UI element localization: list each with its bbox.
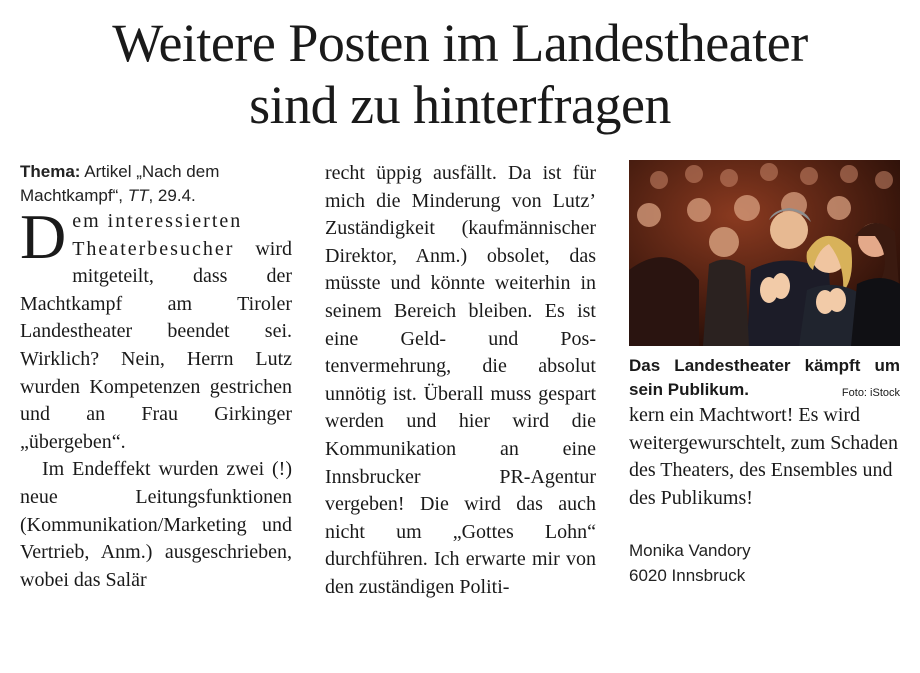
topic-date: , 29.4. <box>148 186 196 205</box>
headline <box>0 12 920 136</box>
applauding-audience-image <box>629 160 900 346</box>
topic-source: TT <box>127 186 149 205</box>
paragraph-1-line-2: Theaterbesucher <box>72 237 235 260</box>
signature <box>629 538 900 588</box>
topic-label: Thema: <box>20 162 81 181</box>
paragraph-2-part-2: recht üppig ausfällt. Da ist für mich die Minderung von Lutz’ Zuständigkeit (kaufmännischer Direktor, Anm.) obsolet, das müsste und könnte weiterhin in seinem Bereich bleiben. Es ist eine Geld- und Postenvermehrung, die absolut unnötig ist. Überall muss gespart werden und hier wird die Kommunikation an eine Innsbrucker PR-Agentur vergeben! Die wird das auch nicht um „Gottes Lohn“ durchführen. Ich erwarte mir von den zuständigen Politi- <box>325 162 596 598</box>
paragraph-2-part-3: kern ein Machtwort! Es wird weitergewurschtelt, zum Schaden des Theaters, des Ensembles und des Publikums! <box>629 404 898 509</box>
photo-credit: Foto: iStock <box>841 387 900 399</box>
column-2 <box>325 160 596 602</box>
paragraph-1-rest: wird mitgeteilt, dass der Machtkampf am Tiroler Landestheater beendet sei. Wirklich? Nein, Herrn Lutz wurden Kompetenzen gestrichen und an Frau Girkinger „übergeben“. <box>20 237 292 453</box>
paragraph-2-part-1: Im Endeffekt wurden zwei (!) neue Leitungsfunktionen (Kommunikation/Marketing und Vertrieb, Anm.) ausgeschrieben, wobei das Salär <box>20 458 292 591</box>
author-name: Monika Vandory <box>629 541 751 561</box>
drop-cap: D <box>20 201 67 272</box>
author-place: 6020 Innsbruck <box>629 566 746 586</box>
paragraph-1-line-1: em interessierten <box>72 210 243 232</box>
paragraph-1 <box>20 201 292 456</box>
topic-text: Artikel „Nach dem Machtkampf“, <box>20 162 220 205</box>
column-1 <box>20 160 292 594</box>
caption-text: Das Landestheater kämpft um sein Publikum. <box>629 356 900 399</box>
column-3 <box>629 160 900 588</box>
topic-line <box>20 160 292 208</box>
photo-caption <box>629 354 900 402</box>
headline-line-2: sind zu hinterfragen <box>249 75 671 135</box>
headline-line-1: Weitere Posten im Landestheater <box>112 13 808 73</box>
audience-photo <box>629 160 900 346</box>
